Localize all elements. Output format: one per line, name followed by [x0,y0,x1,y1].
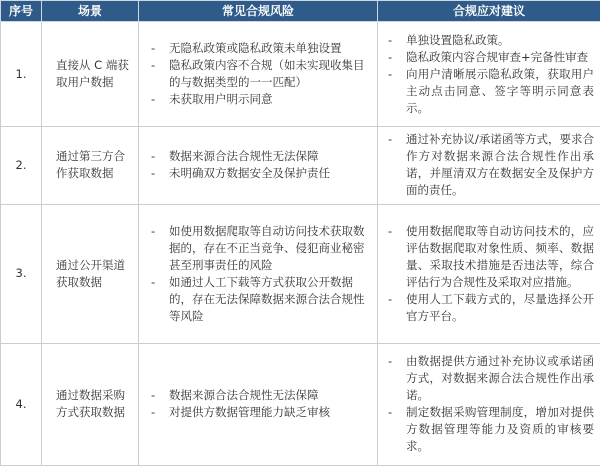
scene-cell: 通过第三方合作获取数据 [42,127,139,205]
risk-cell [139,22,378,127]
advice-item: - 使用数据爬取等自动访问技术的，应评估数据爬取对象性质、频率、数据量、采取技术措施是否违法等，综合评估行为合规性及采取对应措施。 [384,223,594,291]
risk-cell [139,127,378,205]
header-no: 序号 [1,1,42,22]
table-row [1,127,600,205]
advice-item: - 使用人工下载方式的，尽量选择公开官方平台。 [384,291,594,325]
header-scene: 场景 [42,1,139,22]
risk-cell [139,204,378,343]
scene-cell: 通过公开渠道获取数据 [42,204,139,343]
risk-item: - 数据来源合法合规性无法保障 [145,148,371,165]
advice-item: - 向用户清晰展示隐私政策，获取用户主动点击同意、签字等明示同意表示。 [384,66,594,117]
risk-item: - 未获取用户明示同意 [145,91,371,108]
row-number: 1. [1,22,42,127]
scene-cell: 直接从 C 端获取用户数据 [42,22,139,127]
row-number: 2. [1,127,42,205]
table-row [1,343,600,466]
advice-cell [378,204,600,343]
advice-item: - 通过补充协议/承诺函等方式，要求合作方对数据来源合法合规性作出承诺，并厘清双方在数据安全及保护方面的责任。 [384,131,594,199]
row-number: 4. [1,343,42,466]
table-row [1,22,600,127]
risk-item: - 无隐私政策或隐私政策未单独设置 [145,40,371,57]
row-number: 3. [1,204,42,343]
advice-cell [378,343,600,466]
advice-item: - 单独设置隐私政策。 [384,32,594,49]
header-row [1,1,600,22]
advice-cell [378,127,600,205]
risk-item: - 未明确双方数据安全及保护责任 [145,165,371,182]
advice-item: - 由数据提供方通过补充协议或承诺函方式，对数据来源合法合规性作出承诺。 [384,353,594,404]
risk-item: - 如使用数据爬取等自动访问技术获取数据的，存在不正当竞争、侵犯商业秘密甚至刑事责任的风险 [145,223,371,274]
risk-item: - 隐私政策内容不合规（如未实现收集目的与数据类型的一一匹配） [145,57,371,91]
header-advice: 合规应对建议 [378,1,600,22]
advice-item: - 隐私政策内容合规审查+完备性审查 [384,49,594,66]
risk-cell [139,343,378,466]
scene-cell: 通过数据采购方式获取数据 [42,343,139,466]
advice-cell [378,22,600,127]
header-risk: 常见合规风险 [139,1,378,22]
risk-item: - 数据来源合法合规性无法保障 [145,387,371,404]
risk-item: - 如通过人工下载等方式获取公开数据的，存在无法保障数据来源合法合规性等风险 [145,274,371,325]
advice-item: - 制定数据采购管理制度，增加对提供方数据管理等能力及资质的审核要求。 [384,404,594,455]
risk-item: - 对提供方数据管理能力缺乏审核 [145,404,371,421]
table-row [1,204,600,343]
